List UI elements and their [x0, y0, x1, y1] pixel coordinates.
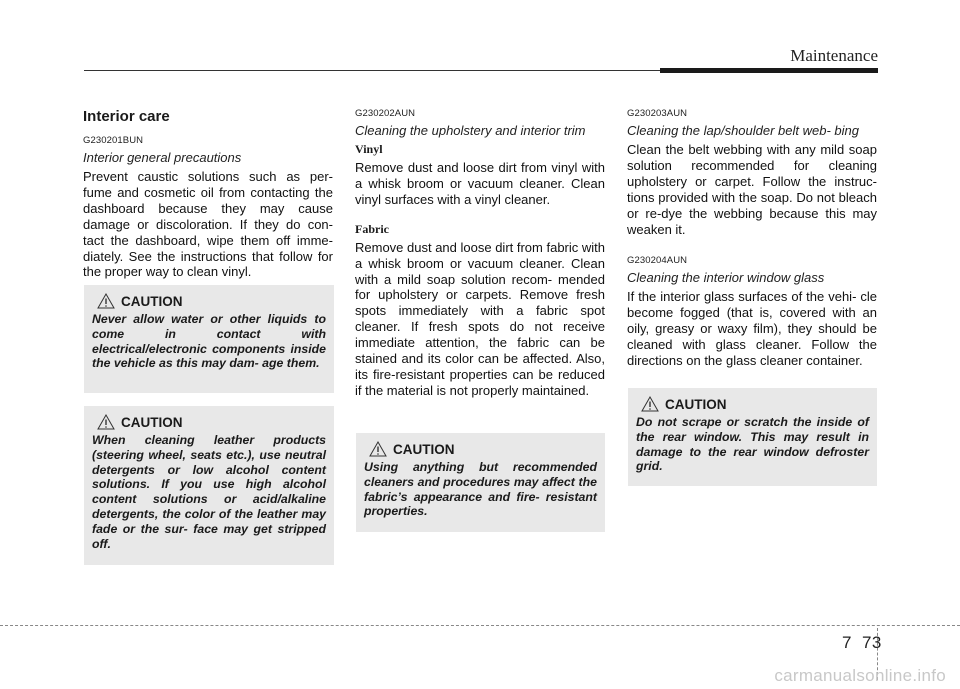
- caution-box: [628, 388, 877, 486]
- caution-text: Do not scrape or scratch the inside of the rear window. This may result in damage to the rear window defroster grid.: [636, 415, 869, 474]
- section-number: 7: [842, 633, 852, 652]
- caution-title: CAUTION: [665, 396, 727, 412]
- subheading: Cleaning the upholstery and interior trim: [355, 123, 586, 138]
- section-code: G230202AUN: [355, 108, 416, 119]
- footer-rule: [0, 625, 960, 626]
- caution-title: CAUTION: [121, 414, 183, 430]
- section-code: G230204AUN: [627, 255, 688, 267]
- caution-box: [356, 433, 605, 532]
- subheading: Interior general precautions: [83, 150, 242, 165]
- middle-column: [355, 108, 605, 399]
- watermark: carmanualsonline.info: [774, 666, 946, 685]
- header-rule: [84, 70, 670, 71]
- vinyl-heading: Vinyl: [355, 142, 383, 156]
- warning-triangle-icon: [369, 441, 387, 457]
- warning-triangle-icon: [97, 293, 115, 309]
- warning-triangle-icon: [97, 414, 115, 430]
- left-column: [83, 108, 333, 280]
- glass-body: If the interior glass surfaces of the vehi- cle become fogged (that is, covered with an oily, greasy or waxy film), they should be cleaned with glass cleaner. Follow the directions on the glass cleaner container.: [627, 289, 877, 369]
- caution-text: When cleaning leather products (steering wheel, seats etc.), use neutral detergents or low alcohol content solutions. If you use high alcohol content solutions or acid/alkaline detergents, the color of the leather may fade or the sur- face may get stripped off.: [92, 433, 326, 551]
- belt-body: Clean the belt webbing with any mild soap solution recommended for cleaning upholstery or carpet. Follow the instruc- tions provided with the soap. Do not bleach or re-dye the webbing because this may weaken it.: [627, 142, 877, 237]
- section-code: G230203AUN: [627, 108, 688, 119]
- section-title: Interior care: [83, 108, 170, 125]
- caution-text: Using anything but recommended cleaners and procedures may affect the fabric’s appearance and fire- resistant properties.: [364, 460, 597, 519]
- caution-title: CAUTION: [393, 441, 455, 457]
- caution-box: [84, 406, 334, 565]
- page-number-value: 73: [861, 633, 882, 652]
- caution-text: Never allow water or other liquids to come in contact with electrical/electronic components inside the vehicle as this may dam- age them.: [92, 312, 326, 371]
- right-column: [627, 108, 877, 369]
- vinyl-body: Remove dust and loose dirt from vinyl with a whisk broom or vacuum cleaner. Clean vinyl surfaces with a vinyl cleaner.: [355, 160, 605, 207]
- section-code: G230201BUN: [83, 135, 144, 146]
- caution-title: CAUTION: [121, 293, 183, 309]
- header-title: Maintenance: [790, 46, 878, 65]
- caution-box: [84, 285, 334, 393]
- body-text: Prevent caustic solutions such as per- fume and cosmetic oil from contacting the dashboard because they may cause damage or discoloration. If they do con- tact the dashboard, wipe them off imme- diately. See the instructions that follow for the proper way to clean vinyl.: [83, 169, 333, 280]
- fabric-body: Remove dust and loose dirt from fabric with a whisk broom or vacuum cleaner. Clean with a mild soap solution recom- mended for upholstery or carpets. Remove fresh spots immediately with a fabric spot cleaner. If fresh spots do not receive immediate attention, the fabric can be stained and its color can be affected. Also, its fire-resistant properties can be reduced if the material is not properly maintained.: [355, 239, 605, 398]
- page-number: [842, 633, 882, 653]
- warning-triangle-icon: [641, 396, 659, 412]
- header-bar: [660, 68, 878, 73]
- fabric-heading: Fabric: [355, 221, 389, 236]
- subheading: Cleaning the lap/shoulder belt web- bing: [627, 123, 859, 138]
- subheading: Cleaning the interior window glass: [627, 270, 825, 286]
